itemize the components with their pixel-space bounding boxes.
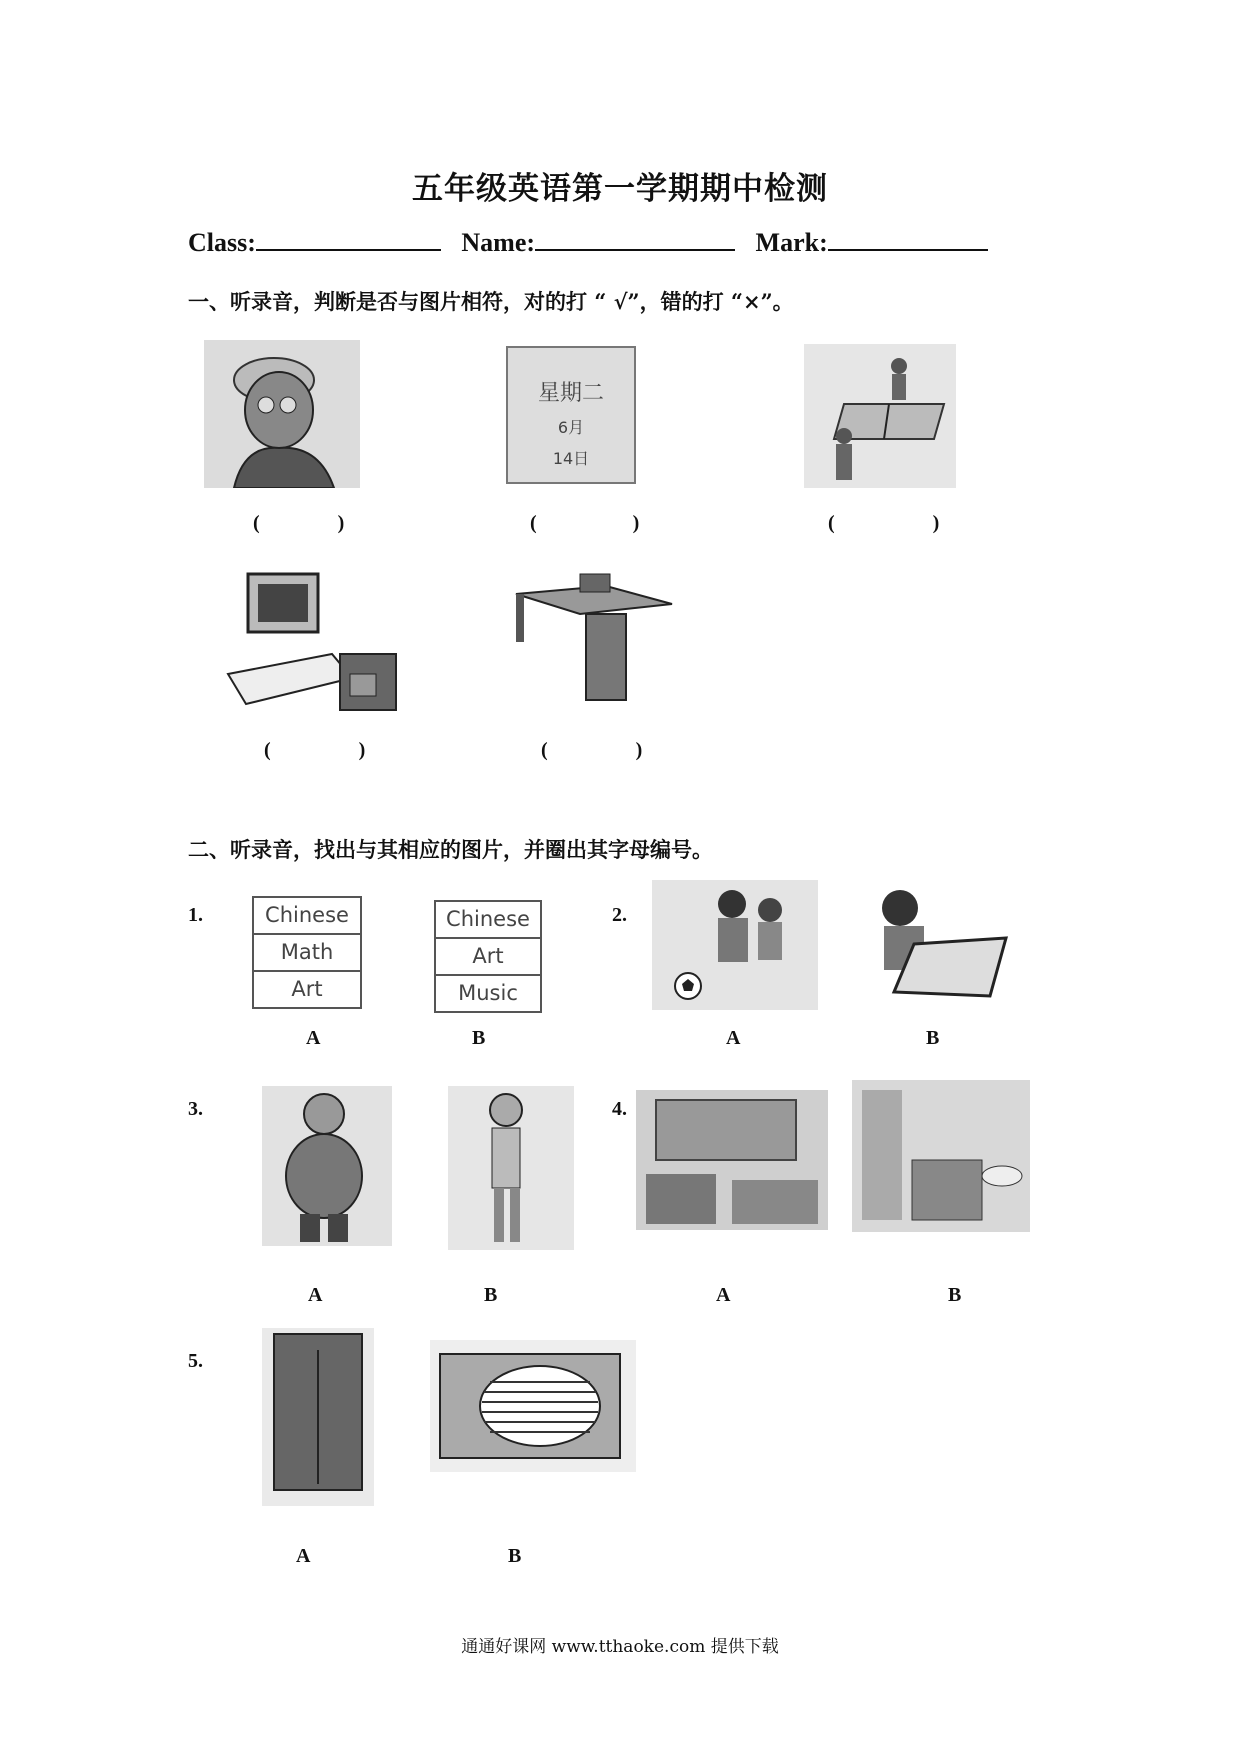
timetable-a-picture [252, 896, 362, 1009]
question-number-5: 5. [188, 1350, 203, 1372]
name-blank[interactable] [535, 229, 735, 251]
option-a-label[interactable]: A [716, 1284, 731, 1306]
air-conditioner-icon [430, 1340, 636, 1472]
air-conditioner-picture [430, 1340, 636, 1472]
ping-pong-icon [804, 344, 956, 488]
calendar-day: 14日 [552, 449, 590, 468]
answer-blank-3[interactable]: ( ) [828, 512, 940, 534]
timetable-b-row: Chinese [436, 902, 540, 939]
timetable-a-row: Math [254, 935, 360, 972]
option-b-label[interactable]: B [484, 1284, 498, 1306]
name-field[interactable]: Name: [461, 228, 735, 258]
section2-heading: 二、听录音，找出与其相应的图片，并圈出其字母编号。 [188, 837, 713, 862]
kitchen-icon [852, 1080, 1030, 1232]
timetable-b-row: Music [458, 981, 518, 1005]
living-room-icon [636, 1090, 828, 1230]
timetable-a-row: Chinese [254, 898, 360, 935]
desk-icon [506, 570, 676, 702]
answer-blank-2[interactable]: ( ) [530, 512, 640, 534]
class-blank[interactable] [256, 229, 441, 251]
option-b-label[interactable]: B [948, 1284, 962, 1306]
bedroom-icon [222, 554, 408, 718]
section1-heading: 一、听录音，判断是否与图片相符，对的打 “ √”，错的打 “×”。 [188, 289, 794, 314]
calendar-weekday: 星期二 [537, 381, 604, 406]
drawing-picture [854, 880, 1010, 1000]
living-room-picture [636, 1090, 828, 1230]
mark-field[interactable]: Mark: [756, 228, 988, 258]
option-a-label[interactable]: A [296, 1545, 311, 1567]
wardrobe-icon [262, 1328, 374, 1506]
grandma-icon [204, 340, 360, 488]
student-info-row [188, 228, 1002, 258]
answer-blank-1[interactable]: ( ) [253, 512, 345, 534]
ping-pong-picture [804, 344, 956, 488]
soccer-picture [652, 880, 818, 1010]
fat-man-picture [262, 1086, 392, 1246]
drawing-icon [854, 880, 1010, 1000]
option-b-label[interactable]: B [472, 1027, 486, 1049]
timetable-b-picture [434, 900, 542, 1013]
calendar-picture [506, 346, 636, 484]
option-a-label[interactable]: A [308, 1284, 323, 1306]
question-number-2: 2. [612, 904, 627, 926]
thin-man-picture [448, 1086, 574, 1250]
bedroom-picture [222, 554, 408, 718]
timetable-b-row: Art [436, 939, 540, 976]
wardrobe-picture [262, 1328, 374, 1506]
option-b-label[interactable]: B [508, 1545, 522, 1567]
option-a-label[interactable]: A [306, 1027, 321, 1049]
timetable-a-row: Art [291, 977, 323, 1001]
option-b-label[interactable]: B [926, 1027, 940, 1049]
soccer-icon [652, 880, 818, 1010]
page-title: 五年级英语第一学期期中检测 [412, 171, 828, 207]
question-number-4: 4. [612, 1098, 627, 1120]
calendar-month: 6月 [557, 418, 585, 437]
class-field[interactable]: Class: [188, 228, 441, 258]
grandma-picture [204, 340, 360, 488]
answer-blank-5[interactable]: ( ) [541, 739, 643, 761]
thin-man-icon [448, 1086, 574, 1250]
option-a-label[interactable]: A [726, 1027, 741, 1049]
question-number-1: 1. [188, 904, 203, 926]
footer-text: 通通好课网 www.tthaoke.com 提供下载 [461, 1637, 779, 1657]
answer-blank-4[interactable]: ( ) [264, 739, 366, 761]
desk-picture [506, 570, 676, 702]
question-number-3: 3. [188, 1098, 203, 1120]
fat-man-icon [262, 1086, 392, 1246]
mark-blank[interactable] [828, 229, 988, 251]
kitchen-picture [852, 1080, 1030, 1232]
